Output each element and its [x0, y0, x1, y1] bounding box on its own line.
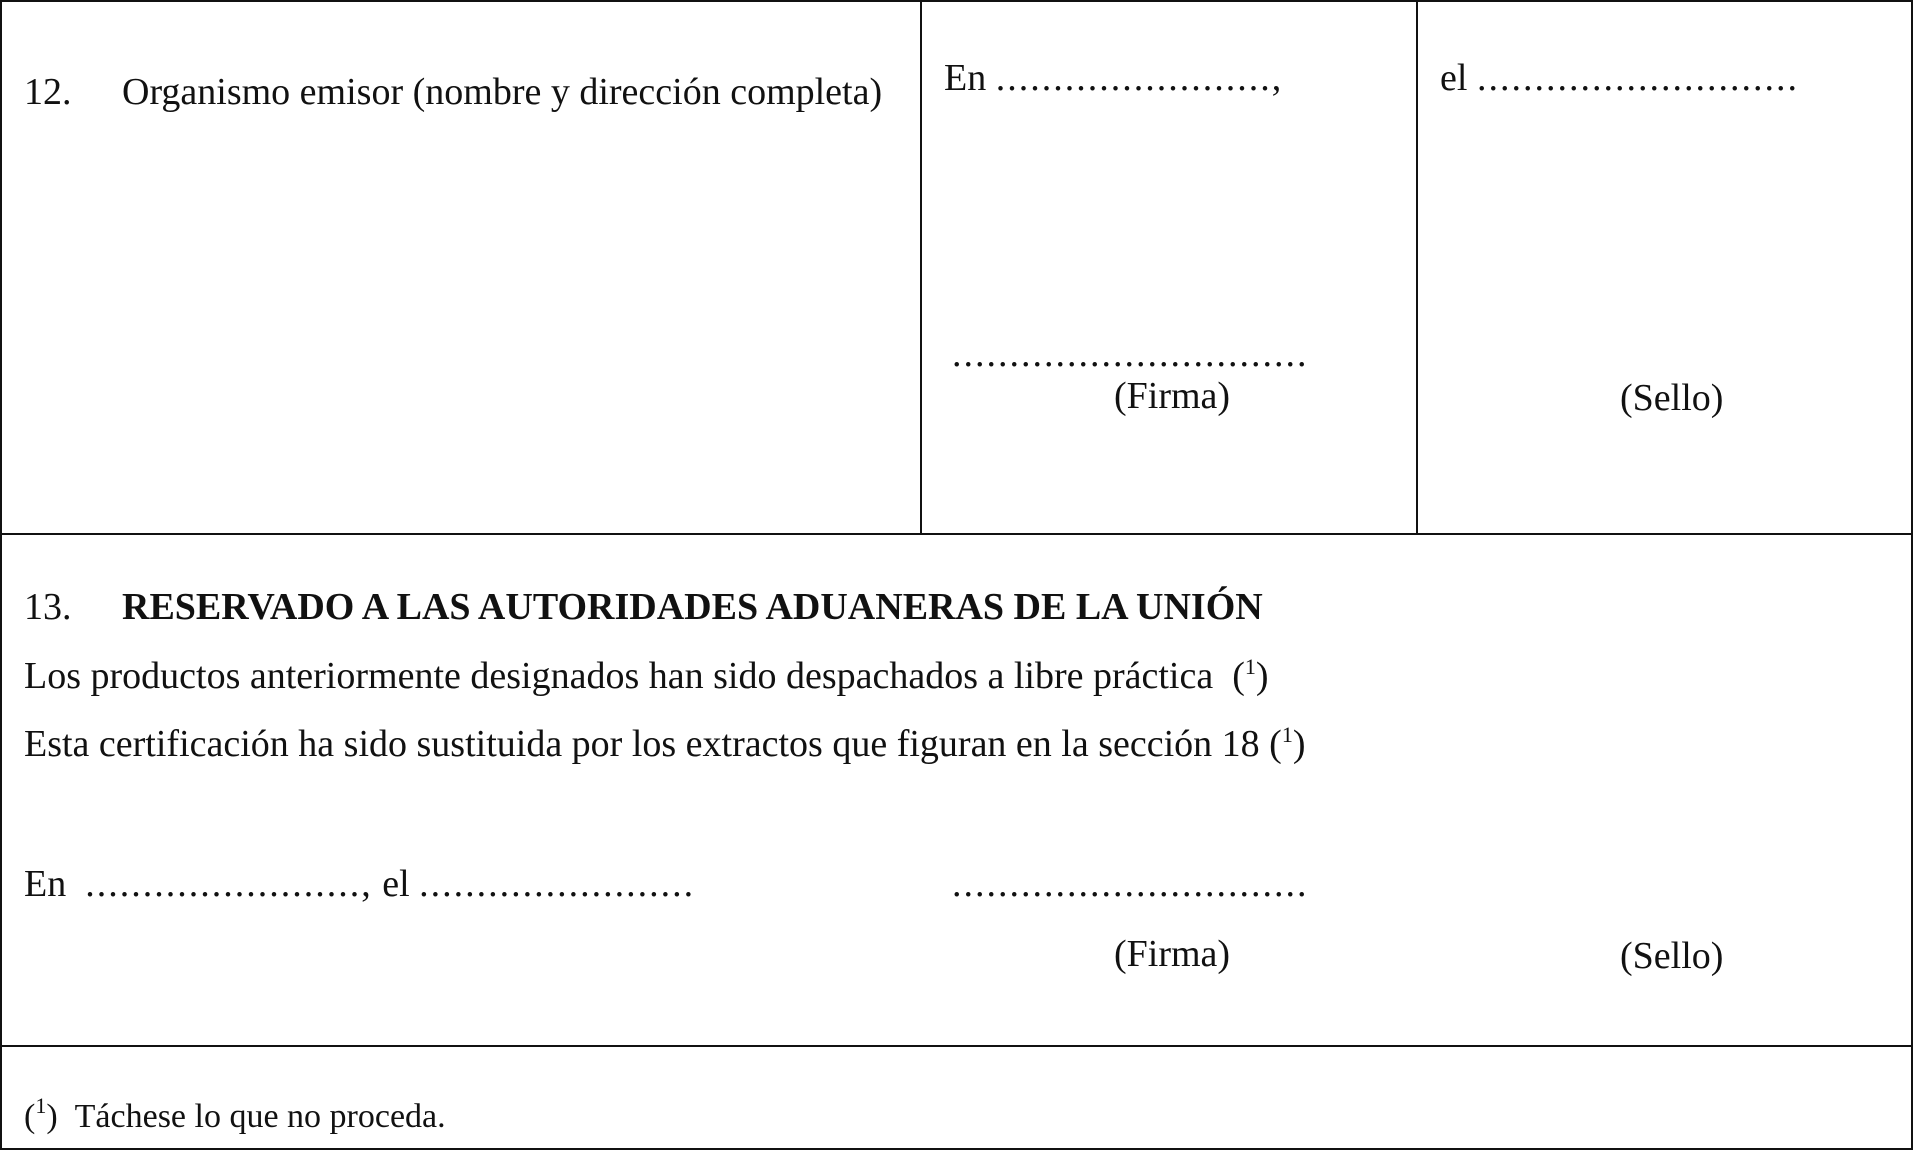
section-13-place-dots: ........................, [85, 863, 373, 905]
section-divider-13-footnote [2, 1045, 1911, 1047]
section-13-title: RESERVADO A LAS AUTORIDADES ADUANERAS DE LA UNIÓN [122, 586, 1263, 628]
section-12-place-prefix: En [944, 57, 987, 99]
section-13-line2-text: Esta certificación ha sido sustituida por los extractos que figuran en la sección 18 [24, 723, 1260, 765]
section-13-option-free-circulation [24, 654, 1269, 698]
section-12-place-dots: ........................, [995, 57, 1284, 99]
footnote-ref-close: ) [1292, 723, 1306, 765]
footnote [24, 1095, 446, 1139]
footnote-marker-number: 1 [35, 1093, 47, 1118]
section-13-stamp-label: (Sello) [1620, 935, 1724, 977]
section-12-number: 12. [24, 71, 72, 113]
section-13-line1-text: Los productos anteriormente designados han sido despachados a libre práctica [24, 655, 1214, 697]
section-13-date-dots: ........................ [419, 863, 696, 905]
section-13-signature-label: (Firma) [1114, 933, 1231, 975]
section-12-stamp-label: (Sello) [1620, 377, 1724, 419]
section-12-title: Organismo emisor (nombre y dirección completa) [122, 71, 883, 113]
footnote-marker-close: ) [46, 1098, 58, 1135]
footnote-ref-open: ( [1232, 655, 1245, 697]
footnote-ref-number: 1 [1244, 654, 1256, 679]
section-13-number: 13. [24, 586, 72, 628]
section-12-signature-line[interactable]: ............................... [952, 333, 1309, 375]
footnote-ref-close: ) [1255, 655, 1269, 697]
section-13-date-prefix: el [382, 863, 410, 905]
section-12-place-field[interactable] [944, 56, 1283, 100]
footnote-text: Táchese lo que no proceda. [74, 1098, 446, 1135]
section-12-date-prefix: el [1440, 57, 1468, 99]
section-13-option-replaced [24, 722, 1305, 766]
section-12-signature-label: (Firma) [1114, 375, 1231, 417]
column-divider-1 [920, 2, 922, 533]
section-13-signature-line[interactable]: ............................... [952, 863, 1309, 905]
footnote-ref-open: ( [1269, 723, 1282, 765]
section-12-date-dots: ............................ [1476, 57, 1799, 99]
footnote-ref-number: 1 [1281, 722, 1293, 747]
column-divider-2 [1416, 2, 1418, 533]
footnote-marker-open: ( [24, 1098, 36, 1135]
section-13-place-prefix: En [24, 863, 67, 905]
section-13-place-date-field[interactable] [24, 862, 695, 906]
section-divider-12-13 [2, 533, 1911, 535]
section-12-date-field[interactable] [1440, 56, 1799, 100]
